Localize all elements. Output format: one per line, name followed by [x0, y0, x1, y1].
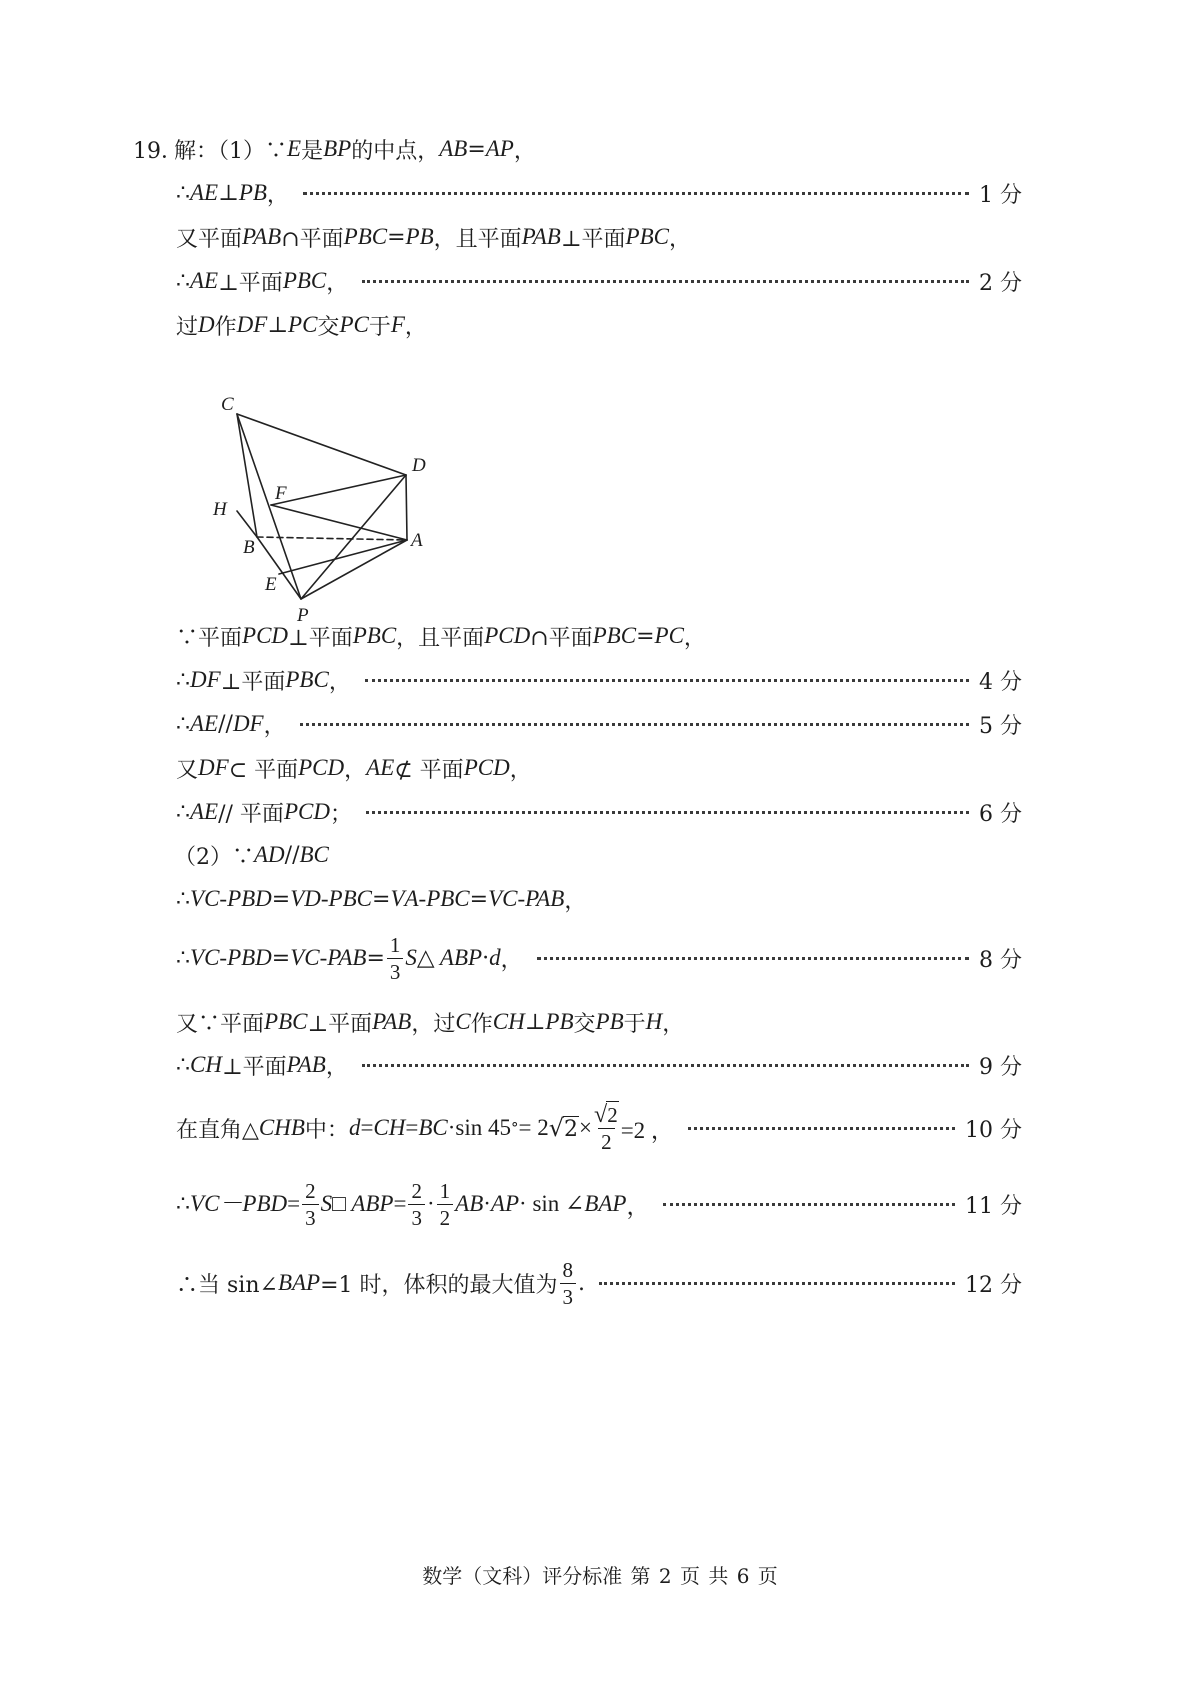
math-var: BAP — [277, 1270, 321, 1295]
math-var: V — [190, 886, 205, 911]
math-var: D — [198, 312, 215, 337]
radicand: 2 — [607, 1103, 618, 1127]
fraction-denominator — [302, 1204, 319, 1231]
math-var: PB — [405, 224, 434, 249]
fraction-denominator — [598, 1128, 615, 1155]
edge-DP — [301, 475, 406, 599]
text-run: = — [271, 945, 291, 971]
fraction — [594, 1101, 619, 1155]
text-run: ∴ — [176, 667, 190, 693]
math-var: AB — [439, 136, 468, 161]
text-run: // — [284, 842, 300, 868]
line-text: ∴ V C-PBD = V D-PBC = V A-PBC = V C-PAB ， — [176, 867, 586, 931]
fraction-part: 8 — [562, 1257, 574, 1282]
score-label: 5 分 — [979, 713, 1022, 739]
text-run: ⊥ — [218, 180, 239, 206]
text-run: 作 — [470, 1011, 493, 1037]
text-run: ⊄ 平面 — [394, 757, 464, 783]
point-label-h: H — [213, 499, 227, 520]
score-label: 4 分 — [979, 669, 1022, 695]
text-run: // — [218, 711, 233, 737]
score-label: 9 分 — [979, 1054, 1022, 1080]
text-run: ∴ — [176, 268, 190, 294]
text-run: 于 — [368, 314, 391, 340]
math-var: V — [290, 886, 305, 911]
dot-leader — [599, 1251, 955, 1315]
text-run: ⊥平面 — [220, 669, 286, 695]
text-run: ， — [662, 1011, 685, 1037]
text-run: 中： — [304, 1117, 349, 1143]
text-run: 解：（1）∵ — [174, 138, 287, 164]
problem-number: 19． — [133, 138, 183, 164]
math-var: V — [290, 945, 305, 970]
math-text: = — [405, 1115, 419, 1140]
math-var: PB — [238, 180, 267, 205]
text-run: ⊥ — [524, 1009, 546, 1035]
line-text — [176, 1096, 674, 1160]
point-label-p: P — [297, 605, 309, 626]
point-label-a: A — [411, 530, 423, 551]
score-label: 11 分 — [965, 1193, 1022, 1219]
text-run: ， — [513, 138, 536, 164]
fraction-numerator — [563, 1257, 574, 1283]
fraction-denominator — [560, 1283, 577, 1310]
math-var: AB — [455, 1191, 484, 1216]
math-var: H — [645, 1009, 663, 1034]
math-var: AE — [366, 755, 395, 780]
math-text: ·sin 45 — [447, 1115, 511, 1140]
text-run: · — [482, 945, 490, 971]
math-var: PBC — [592, 623, 637, 648]
text-run: 于 — [623, 1011, 646, 1037]
text-run: 交 — [317, 314, 340, 340]
fraction-numerator — [305, 1178, 316, 1204]
text-run: ，且平面 — [433, 226, 522, 252]
math-var: DF — [198, 755, 229, 780]
math-var: PBC — [343, 224, 388, 249]
text-run: = — [271, 886, 291, 912]
score-label: 6 分 — [979, 801, 1022, 827]
fraction — [408, 1178, 425, 1231]
text-run: ； — [329, 801, 352, 827]
fraction-denominator — [437, 1204, 454, 1231]
fraction-part: 2 — [411, 1178, 422, 1203]
dot-leader — [663, 1172, 955, 1236]
math-var: d — [348, 1115, 361, 1140]
math-var: AE — [190, 180, 219, 205]
text-run: 又∵平面 — [176, 1011, 265, 1037]
math-var: PBC — [352, 623, 397, 648]
text-run: 是 — [301, 138, 324, 164]
text-run: ⊥ — [267, 312, 289, 338]
fraction — [302, 1178, 319, 1231]
edge-FD — [271, 475, 406, 505]
math-var: S — [320, 1191, 333, 1216]
math-var: BC — [299, 842, 329, 867]
score-label: 2 分 — [979, 270, 1022, 296]
math-var: PBC — [264, 1009, 308, 1034]
edge-DA — [406, 475, 407, 540]
solution-line — [0, 926, 1200, 990]
math-var: DF — [190, 667, 221, 692]
line-text — [176, 293, 427, 357]
math-var: PAB — [286, 1052, 326, 1077]
score-label: 10 分 — [965, 1117, 1022, 1143]
math-var: PCD — [484, 623, 531, 648]
text-run: ⊂ 平面 — [228, 757, 299, 783]
math-var: BAP — [584, 1191, 627, 1216]
text-run: ， — [404, 314, 427, 340]
dot-leader-line — [362, 280, 969, 283]
fraction — [560, 1257, 577, 1310]
text-run: ， — [564, 888, 587, 914]
text-run: ， — [325, 1054, 348, 1080]
math-var: BC — [418, 1115, 448, 1140]
text-run: ，过 — [411, 1011, 456, 1037]
edge-AP — [301, 540, 407, 599]
solution-line — [0, 1172, 1200, 1236]
edge-BP — [257, 537, 301, 599]
line-text — [176, 1251, 585, 1315]
solution-line — [0, 1096, 1200, 1160]
math-var: AP — [490, 1191, 520, 1216]
math-var: PC — [288, 312, 318, 337]
dot-leader-line — [365, 679, 969, 682]
degree-sign: ° — [511, 1119, 519, 1137]
dot-leader-line — [688, 1127, 955, 1130]
math-var: BP — [323, 136, 352, 161]
text-run: 过 — [176, 314, 199, 340]
math-var: PCD — [283, 799, 330, 824]
page-footer: 数学（文科）评分标准 第 2 页 共 6 页 — [422, 1564, 778, 1588]
fraction-part: 1 — [439, 1178, 451, 1203]
text-run: = — [467, 136, 486, 162]
math-text: · — [426, 1191, 435, 1216]
math-var: PCD — [298, 755, 345, 780]
text-run: ∴ — [176, 180, 190, 206]
text-run: ， — [326, 270, 349, 296]
text-run: = — [372, 886, 391, 912]
fraction-denominator — [387, 958, 404, 985]
math-var: PB — [595, 1009, 624, 1034]
math-var: PB — [545, 1009, 574, 1034]
math-var: DF — [236, 312, 268, 337]
text-run: ， — [344, 757, 367, 783]
dot-leader-line — [303, 192, 969, 195]
solution-line — [0, 867, 1200, 931]
text-run: ⊥平面 — [218, 270, 283, 296]
radical — [594, 1101, 619, 1128]
text-run: ∴ — [176, 886, 190, 912]
text-run: ， — [509, 757, 532, 783]
math-var: d — [489, 945, 501, 970]
line-text — [176, 1033, 348, 1097]
fraction-part: 2 — [305, 1178, 316, 1203]
math-var: PC — [654, 623, 684, 648]
math-var: PAB — [242, 224, 282, 249]
math-var: V — [390, 886, 405, 911]
fraction-part: 3 — [562, 1284, 574, 1309]
dot-leader-line — [599, 1282, 955, 1285]
text-run: 又 — [176, 757, 199, 783]
solution-line — [0, 293, 1200, 357]
math-var: CH — [492, 1009, 525, 1034]
fraction-part: 3 — [389, 959, 401, 984]
edge-CD — [237, 414, 406, 475]
fraction-part: 3 — [411, 1205, 422, 1230]
text-run: 在直角△ — [176, 1117, 259, 1143]
text-run: ∵平面 — [176, 625, 243, 651]
text-run: ⊥平面 — [288, 625, 353, 651]
dot-leader — [537, 926, 969, 990]
point-label-e: E — [265, 574, 277, 595]
point-label-f: F — [275, 483, 287, 504]
dot-leader-line — [300, 723, 969, 726]
fraction — [437, 1178, 454, 1231]
math-var: PCD — [463, 755, 510, 780]
text-run: （2）∵ — [174, 844, 254, 870]
math-var: CHB — [258, 1115, 305, 1140]
text-run: ⊥平面 — [221, 1054, 287, 1080]
text-run: = — [636, 623, 655, 649]
text-run: ， — [669, 226, 692, 252]
fraction-numerator — [390, 932, 401, 958]
text-run: ∴ — [176, 1191, 190, 1217]
text-run: ， — [266, 182, 289, 208]
text-run: ∴ — [176, 711, 190, 737]
math-text: = — [287, 1191, 301, 1216]
text-run: =1 时，体积的最大值为 — [320, 1272, 558, 1298]
text-run: ，且平面 — [396, 625, 485, 651]
dot-leader-line — [537, 957, 969, 960]
math-text: = — [360, 1115, 374, 1140]
edge-CB — [237, 414, 257, 537]
edge-FA — [271, 505, 407, 540]
fraction-part: 2 — [601, 1130, 612, 1154]
dot-leader-line — [366, 811, 969, 814]
math-var: PCD — [242, 623, 289, 648]
math-text: = 2 — [518, 1115, 549, 1140]
math-var: PBC — [625, 224, 669, 249]
text-run: ∴ — [176, 799, 190, 825]
fraction-part: 3 — [305, 1205, 316, 1230]
math-var: CH — [373, 1115, 406, 1140]
math-var: F — [390, 312, 405, 337]
math-var: PAB — [372, 1009, 412, 1034]
math-var: C — [455, 1009, 471, 1034]
math-var: S — [405, 945, 417, 970]
dot-leader — [362, 1033, 969, 1097]
text-run: ， — [500, 947, 523, 973]
text-run: = — [387, 224, 406, 250]
math-text: = — [393, 1191, 407, 1216]
math-var: PAB — [521, 224, 561, 249]
radicand: 2 — [564, 1117, 579, 1142]
line-text: ∴ V C－PBD = $\frac{2}{3}$ S □ ABP = $\frac{2}{3}$ · $\frac{1}{2}$ AB · AP · sin ∠ BAP ， — [176, 1178, 650, 1230]
score-label: 12 分 — [965, 1272, 1022, 1298]
fraction-numerator — [594, 1101, 619, 1128]
math-var: CH — [190, 1052, 222, 1077]
math-text: ， — [626, 1193, 650, 1219]
text-run: ， — [683, 625, 706, 651]
math-var: AD — [254, 842, 285, 867]
text-run: ⊥平面 — [560, 226, 626, 252]
text-run: . — [578, 1270, 586, 1296]
line-text: ∴ V C-PBD = V C-PAB = $\frac{1}{3}$ S △ ABP · d ， — [176, 932, 523, 984]
text-run: 又平面 — [176, 226, 243, 252]
fraction-part: 2 — [439, 1205, 451, 1230]
text-run: 的中点， — [351, 138, 440, 164]
dot-leader-line — [663, 1203, 955, 1206]
math-text: =2 ， — [620, 1117, 674, 1143]
text-run: ， — [328, 669, 351, 695]
score-label: 1 分 — [979, 182, 1022, 208]
math-text: · — [483, 1191, 491, 1216]
math-text: · sin ∠ — [519, 1191, 585, 1216]
solution-line — [0, 1033, 1200, 1097]
math-var: PBC — [282, 268, 327, 293]
fraction — [387, 932, 404, 985]
math-var: V — [488, 886, 503, 911]
text-run: ∩平面 — [530, 625, 593, 651]
radical — [549, 1114, 579, 1142]
fraction-denominator — [408, 1204, 425, 1231]
radical-sign: √ — [548, 1114, 565, 1142]
pyramid-figure — [205, 392, 475, 647]
point-label-b: B — [243, 537, 255, 558]
dot-leader — [688, 1096, 955, 1160]
math-var: AE — [190, 711, 219, 736]
text-run: ∩平面 — [281, 226, 344, 252]
solution-line — [0, 1251, 1200, 1315]
text-run: ∴ — [176, 1052, 190, 1078]
math-var: DF — [232, 711, 264, 736]
point-label-d: D — [412, 455, 426, 476]
radical-sign: √ — [594, 1102, 608, 1128]
math-var: PBC — [285, 667, 329, 692]
text-run: ， — [263, 713, 286, 739]
text-run: 作 — [214, 314, 237, 340]
text-run: ⊥平面 — [307, 1011, 373, 1037]
math-var: AE — [190, 268, 219, 293]
math-var: AP — [485, 136, 514, 161]
math-text: × — [579, 1115, 593, 1140]
math-var: PC — [339, 312, 369, 337]
point-label-c: C — [221, 394, 234, 415]
fraction-numerator — [440, 1178, 451, 1204]
text-run: = — [469, 886, 489, 912]
fraction-numerator — [411, 1178, 422, 1204]
score-label: 8 分 — [979, 947, 1022, 973]
math-var: E — [287, 136, 302, 161]
text-run: = — [366, 945, 385, 971]
text-run: ∴ — [176, 945, 190, 971]
fraction-part: 1 — [389, 932, 401, 957]
math-var: AE — [190, 799, 219, 824]
dot-leader-line — [362, 1064, 969, 1067]
text-run: ∴当 sin∠ — [176, 1272, 278, 1298]
math-var: V — [190, 1191, 205, 1216]
edge-AE — [279, 540, 407, 574]
text-run: // 平面 — [218, 801, 284, 827]
text-run: 交 — [573, 1011, 596, 1037]
math-var: V — [190, 945, 205, 970]
